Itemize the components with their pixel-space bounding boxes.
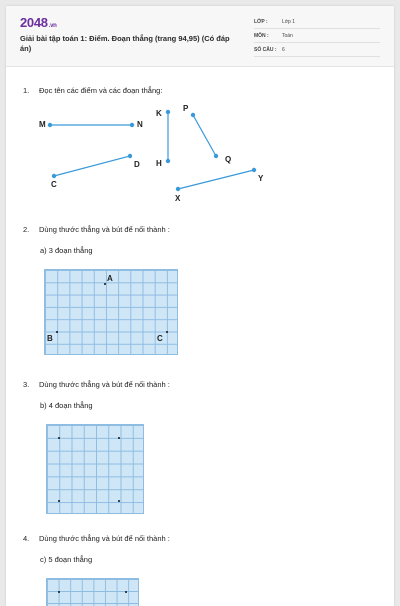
question-text: Dùng thước thẳng và bút để nối thành : (39, 534, 170, 543)
meta-count-value: 6 (282, 47, 285, 53)
question-text: Dùng thước thẳng và bút để nối thành : (39, 225, 170, 234)
question-number: 4. (23, 534, 30, 543)
point-c (52, 174, 55, 177)
grid-b-point (118, 500, 120, 502)
label-c: C (51, 180, 57, 189)
label-n: N (137, 120, 143, 129)
question-4-subpart: c) 5 đoạn thẳng (40, 555, 93, 564)
segment-pq (193, 115, 216, 156)
grid-b (46, 424, 144, 514)
meta-subject-key: MÔN : (254, 33, 269, 39)
question-text: Đọc tên các điểm và các đoạn thẳng: (39, 86, 163, 95)
meta-subject-value: Toán (282, 33, 293, 39)
question-number: 3. (23, 380, 30, 389)
figure-1-segments (6, 6, 394, 216)
grid-a-point-c (166, 331, 168, 333)
label-m: M (39, 120, 46, 129)
question-number: 1. (23, 86, 30, 95)
grid-b-point (58, 437, 60, 439)
point-n (130, 123, 133, 126)
grid-a-label-b: B (47, 334, 53, 343)
grid-c-point (125, 591, 127, 593)
grid-c (46, 578, 139, 606)
document-title: Giải bài tập toán 1: Điểm. Đoạn thẳng (trang 94,95) (Có đáp án) (20, 34, 230, 53)
label-h: H (156, 159, 162, 168)
question-text: Dùng thước thẳng và bút để nối thành : (39, 380, 170, 389)
grid-a-point-a (104, 283, 106, 285)
document-page (6, 6, 394, 606)
label-d: D (134, 160, 140, 169)
meta-class-key: LỚP : (254, 19, 268, 25)
label-k: K (156, 109, 162, 118)
grid-b-point (118, 437, 120, 439)
grid-a-label-a: A (107, 274, 113, 283)
meta-class-value: Lớp 1 (282, 19, 296, 25)
point-m (48, 123, 51, 126)
grid-b-point (58, 500, 60, 502)
point-d (128, 154, 131, 157)
grid-a (44, 269, 178, 355)
grid-c-point (58, 591, 60, 593)
label-x: X (175, 194, 181, 203)
question-3-subpart: b) 4 đoạn thẳng (40, 401, 93, 410)
label-q: Q (225, 155, 232, 164)
logo-text: 2048 (20, 15, 48, 30)
grid-a-label-c: C (157, 334, 163, 343)
question-number: 2. (23, 225, 30, 234)
question-2-subpart: a) 3 đoạn thẳng (40, 246, 93, 255)
point-x (176, 187, 179, 190)
point-q (214, 154, 217, 157)
point-k (166, 110, 169, 113)
segment-xy (178, 170, 254, 189)
segment-cd (54, 156, 130, 176)
meta-count-key: SỐ CÂU : (254, 47, 277, 53)
point-h (166, 159, 169, 162)
label-y: Y (258, 174, 264, 183)
grid-a-point-b (56, 331, 58, 333)
label-p: P (183, 104, 189, 113)
point-y (252, 168, 255, 171)
point-p (191, 113, 194, 116)
logo-suffix: .vn (48, 23, 57, 29)
